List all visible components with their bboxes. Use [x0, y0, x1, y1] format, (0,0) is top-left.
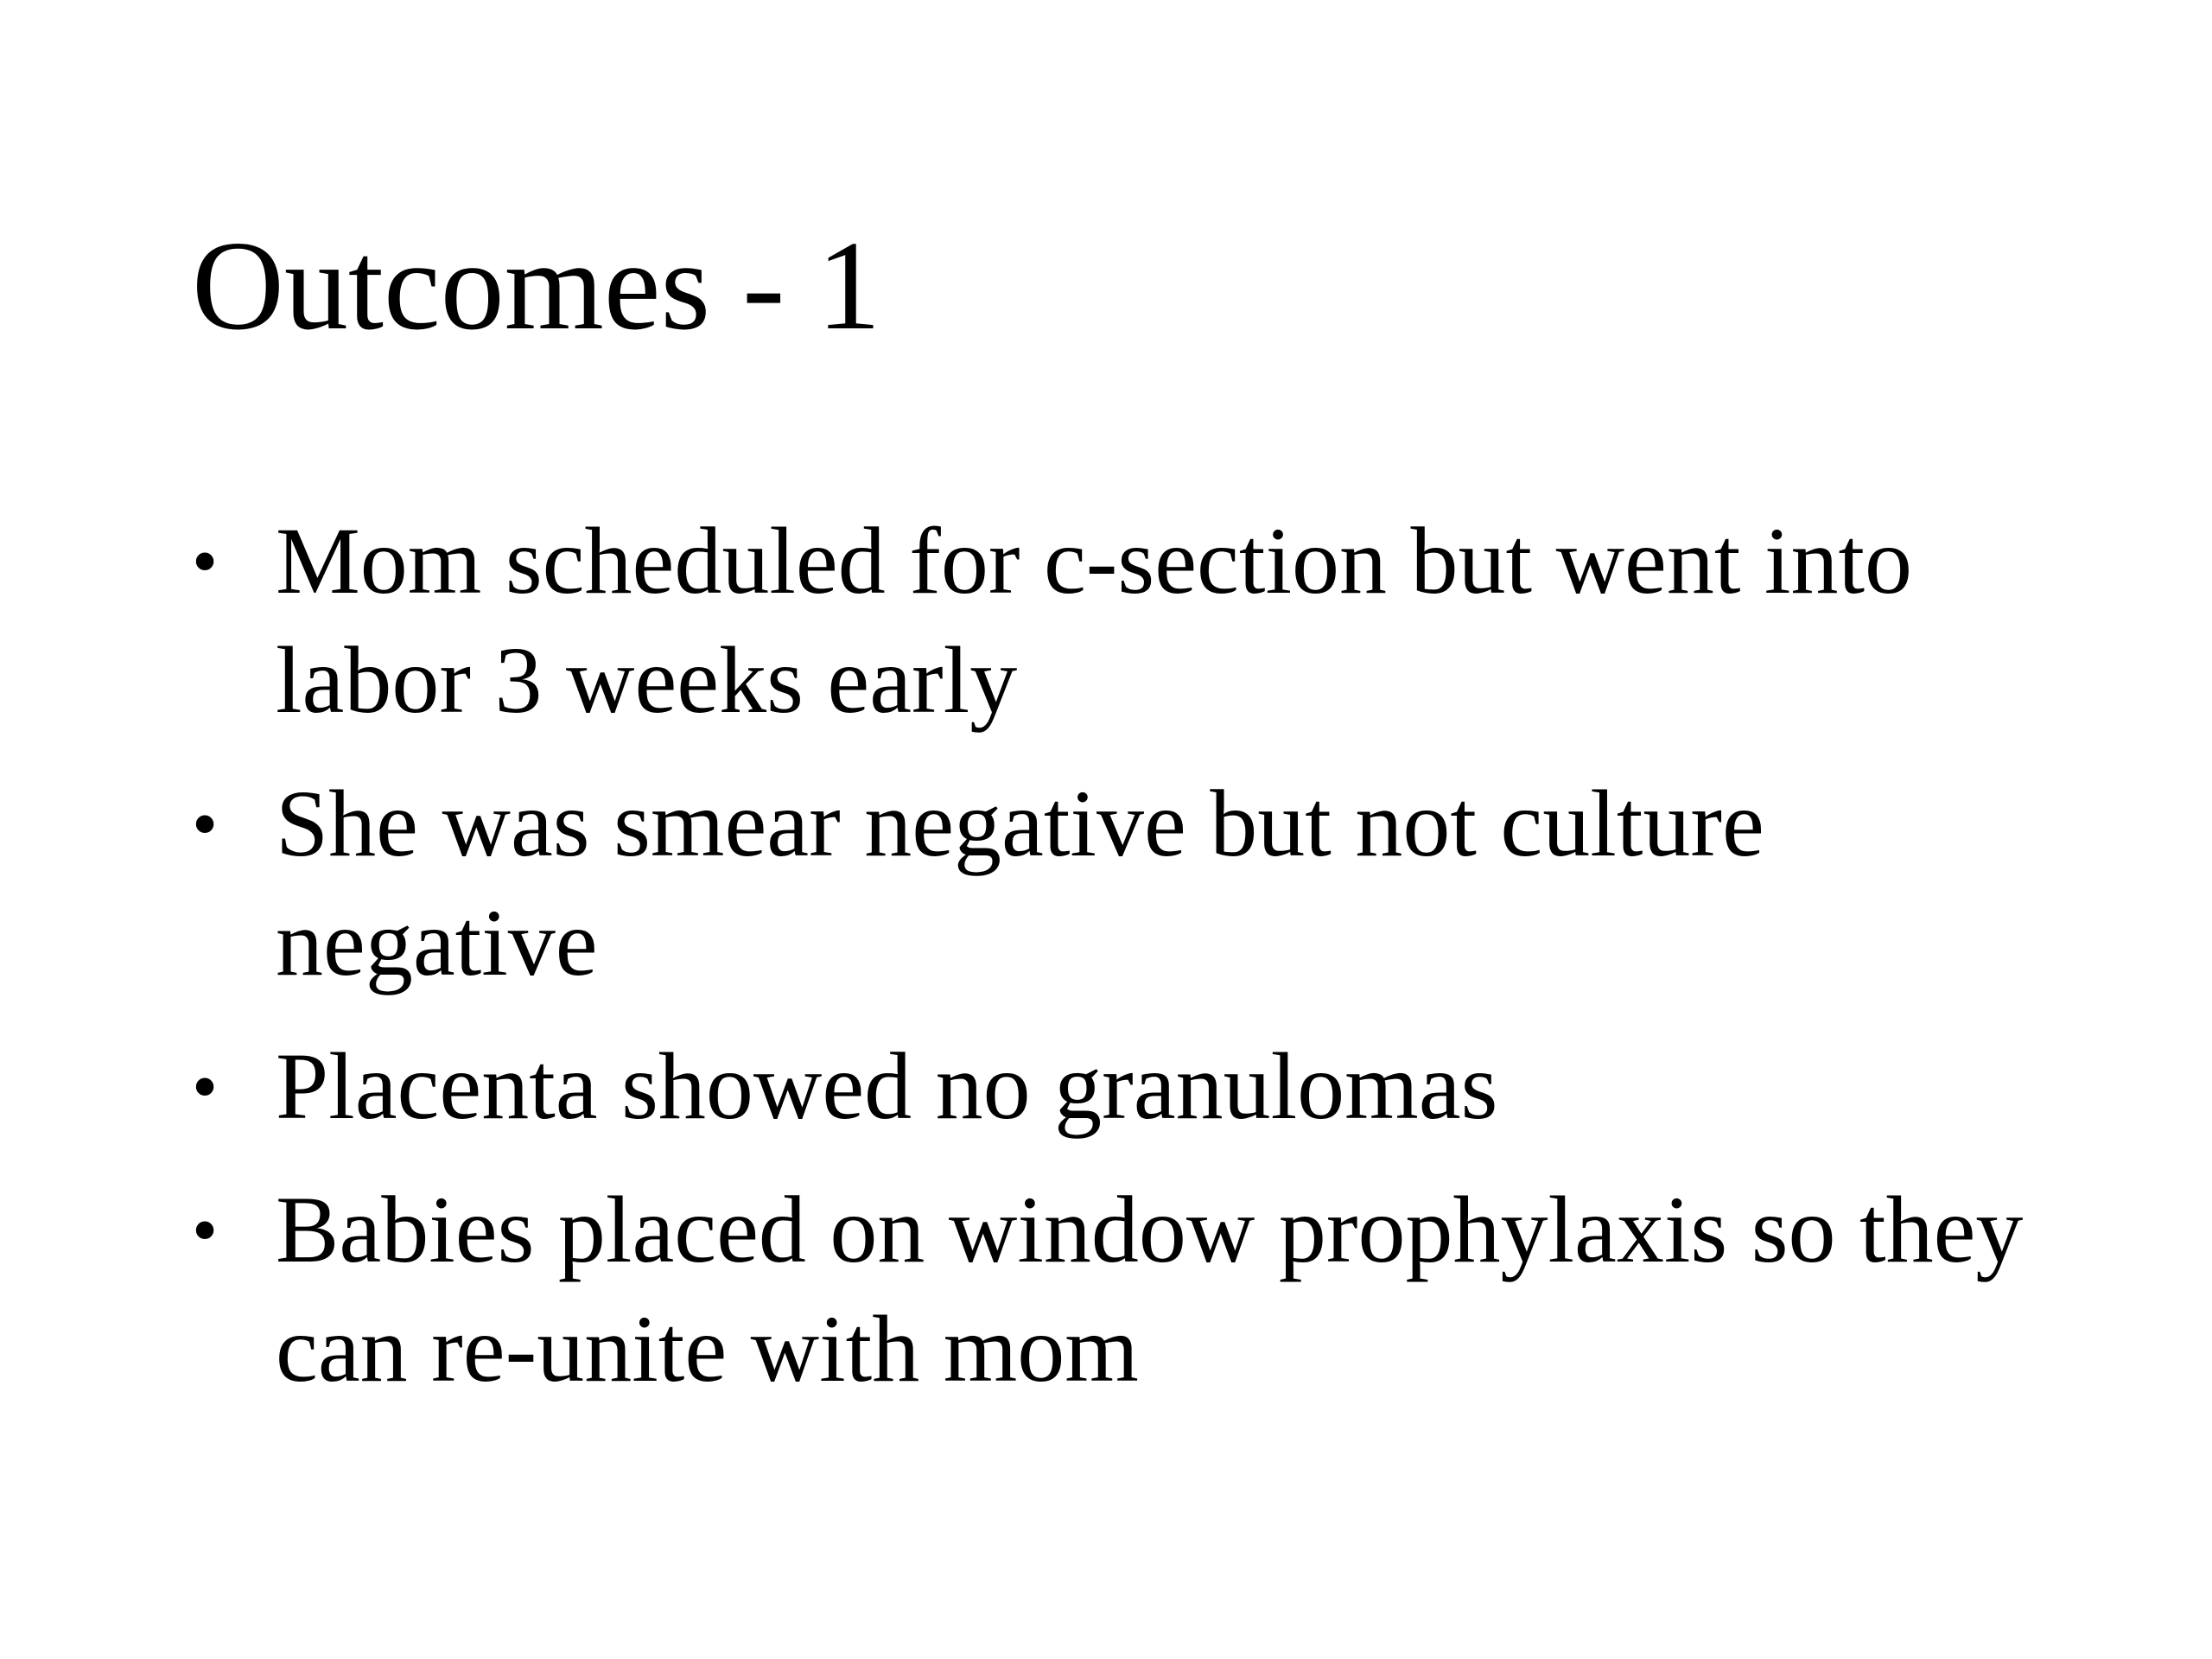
bullet-icon: •: [192, 1045, 219, 1128]
bullet-item: [192, 1027, 2050, 1146]
bullet-text: She was smear negative but not culture negative: [276, 771, 1764, 995]
slide-title: Outcomes - 1: [192, 215, 881, 357]
bullet-item: [192, 764, 2050, 1002]
bullet-text: Mom scheduled for c-section but went into labor 3 weeks early: [276, 508, 1913, 733]
bullet-icon: •: [192, 519, 219, 602]
bullet-text: Babies placed on window prophylaxis so they can re-unite with mom: [276, 1177, 2024, 1402]
bullet-item: [192, 501, 2050, 740]
bullet-text: Placenta showed no granulomas: [276, 1033, 1498, 1139]
bullet-icon: •: [192, 782, 219, 865]
bullet-icon: •: [192, 1188, 219, 1271]
bullet-list: [192, 501, 2050, 1433]
bullet-item: [192, 1170, 2050, 1408]
